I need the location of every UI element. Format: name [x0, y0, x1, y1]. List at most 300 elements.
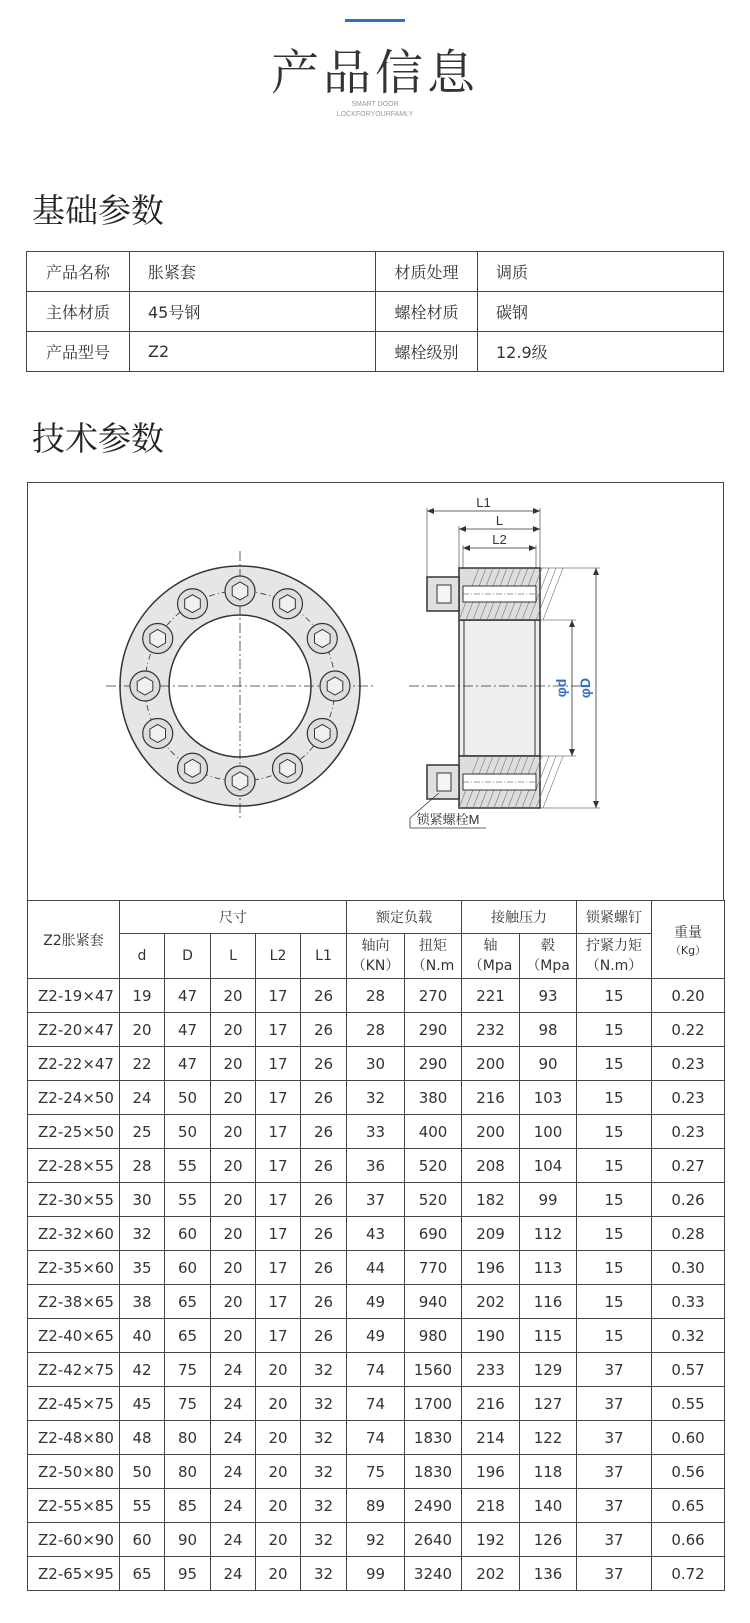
spec-value-cell: 20	[211, 1013, 256, 1047]
weight-header	[652, 901, 725, 979]
spec-value-cell: 26	[301, 1081, 347, 1115]
spec-value-cell: 30	[347, 1047, 405, 1081]
spec-value-cell: 0.23	[652, 1047, 725, 1081]
basic-label: 材质处理	[376, 252, 478, 292]
spec-value-cell: 3240	[405, 1557, 462, 1591]
spec-value-cell: 116	[520, 1285, 577, 1319]
spec-value-cell: 2640	[405, 1523, 462, 1557]
spec-value-cell: 192	[462, 1523, 520, 1557]
spec-value-cell: 15	[577, 1183, 652, 1217]
screw-group-header: 锁紧螺钉	[577, 901, 652, 934]
spec-value-cell: 0.27	[652, 1149, 725, 1183]
basic-row	[27, 332, 724, 372]
hub-unit: （Mpa	[526, 958, 570, 974]
spec-value-cell: 99	[347, 1557, 405, 1591]
spec-value-cell: 104	[520, 1149, 577, 1183]
spec-row	[28, 1251, 725, 1285]
spec-value-cell: 0.55	[652, 1387, 725, 1421]
basic-value: 碳钢	[478, 292, 724, 332]
spec-value-cell: 55	[165, 1183, 211, 1217]
spec-value-cell: 0.56	[652, 1455, 725, 1489]
spec-value-cell: 60	[120, 1523, 165, 1557]
spec-value-cell: 75	[165, 1387, 211, 1421]
bolt-hex-socket	[232, 772, 248, 790]
spec-value-cell: 28	[347, 979, 405, 1013]
spec-model-cell: Z2-48×80	[28, 1421, 120, 1455]
spec-value-cell: 47	[165, 1013, 211, 1047]
bolt-hex-socket	[315, 725, 331, 743]
torque-unit: （N.m	[411, 958, 455, 974]
weight-unit: （Kg）	[669, 943, 707, 957]
spec-value-cell: 60	[165, 1251, 211, 1285]
spec-value-cell: 28	[347, 1013, 405, 1047]
spec-row	[28, 1353, 725, 1387]
spec-row	[28, 1081, 725, 1115]
spec-value-cell: 26	[301, 1217, 347, 1251]
torque-label: 扭矩	[419, 938, 448, 954]
spec-value-cell: 20	[211, 1251, 256, 1285]
basic-params-table	[26, 251, 724, 372]
spec-value-cell: 50	[120, 1455, 165, 1489]
spec-value-cell: 24	[211, 1489, 256, 1523]
spec-value-cell: 26	[301, 1115, 347, 1149]
basic-label: 产品型号	[27, 332, 130, 372]
spec-value-cell: 2490	[405, 1489, 462, 1523]
spec-value-cell: 233	[462, 1353, 520, 1387]
spec-value-cell: 49	[347, 1319, 405, 1353]
dim-D-label: φD	[577, 677, 593, 699]
spec-value-cell: 17	[256, 1081, 301, 1115]
spec-value-cell: 40	[120, 1319, 165, 1353]
basic-label: 产品名称	[27, 252, 130, 292]
spec-value-cell: 690	[405, 1217, 462, 1251]
dim-L2-arrow-right	[529, 545, 536, 551]
bolt-hex-socket	[137, 677, 153, 695]
spec-value-cell: 32	[301, 1489, 347, 1523]
spec-value-cell: 196	[462, 1251, 520, 1285]
spec-value-cell: 32	[120, 1217, 165, 1251]
dim-L1-arrow-right	[533, 508, 540, 514]
spec-value-cell: 17	[256, 1285, 301, 1319]
spec-row	[28, 1557, 725, 1591]
spec-value-cell: 26	[301, 1319, 347, 1353]
spec-value-cell: 20	[211, 1183, 256, 1217]
dim-L-arrow-left	[459, 526, 466, 532]
spec-value-cell: 20	[211, 1217, 256, 1251]
spec-value-cell: 140	[520, 1489, 577, 1523]
spec-value-cell: 127	[520, 1387, 577, 1421]
spec-value-cell: 26	[301, 979, 347, 1013]
spec-value-cell: 32	[301, 1387, 347, 1421]
spec-value-cell: 129	[520, 1353, 577, 1387]
spec-model-cell: Z2-50×80	[28, 1455, 120, 1489]
spec-value-cell: 112	[520, 1217, 577, 1251]
spec-value-cell: 65	[120, 1557, 165, 1591]
spec-value-cell: 30	[120, 1183, 165, 1217]
spec-value-cell: 20	[211, 1115, 256, 1149]
spec-value-cell: 15	[577, 1251, 652, 1285]
spec-value-cell: 90	[520, 1047, 577, 1081]
header-accent-bar	[345, 19, 405, 22]
dim-d-arrow-top	[569, 620, 575, 627]
basic-value: 胀紧套	[130, 252, 376, 292]
spec-value-cell: 50	[165, 1081, 211, 1115]
spec-value-cell: 25	[120, 1115, 165, 1149]
spec-value-cell: 200	[462, 1047, 520, 1081]
dim-L-arrow-right	[533, 526, 540, 532]
spec-value-cell: 15	[577, 1285, 652, 1319]
spec-value-cell: 26	[301, 1013, 347, 1047]
spec-value-cell: 26	[301, 1183, 347, 1217]
spec-value-cell: 17	[256, 1251, 301, 1285]
side-bolt-socket	[437, 773, 451, 791]
tightening-unit: （N.m）	[585, 958, 643, 974]
spec-model-cell: Z2-32×60	[28, 1217, 120, 1251]
spec-value-cell: 15	[577, 1047, 652, 1081]
spec-value-cell: 209	[462, 1217, 520, 1251]
spec-value-cell: 20	[120, 1013, 165, 1047]
spec-value-cell: 190	[462, 1319, 520, 1353]
spec-value-cell: 26	[301, 1149, 347, 1183]
spec-value-cell: 38	[120, 1285, 165, 1319]
spec-value-cell: 0.72	[652, 1557, 725, 1591]
spec-value-cell: 15	[577, 979, 652, 1013]
spec-value-cell: 208	[462, 1149, 520, 1183]
spec-value-cell: 24	[211, 1421, 256, 1455]
dim-D-arrow-bottom	[593, 801, 599, 808]
spec-value-cell: 216	[462, 1081, 520, 1115]
spec-value-cell: 0.65	[652, 1489, 725, 1523]
spec-value-cell: 20	[256, 1387, 301, 1421]
spec-value-cell: 0.23	[652, 1081, 725, 1115]
spec-value-cell: 80	[165, 1421, 211, 1455]
col-header-axial	[347, 934, 405, 979]
spec-value-cell: 0.30	[652, 1251, 725, 1285]
spec-value-cell: 19	[120, 979, 165, 1013]
dim-L1-arrow-left	[427, 508, 434, 514]
page-subtitle-line2: LOCKFORYOURFAMLY	[336, 111, 414, 118]
basic-label: 主体材质	[27, 292, 130, 332]
spec-value-cell: 218	[462, 1489, 520, 1523]
spec-value-cell: 89	[347, 1489, 405, 1523]
spec-value-cell: 32	[347, 1081, 405, 1115]
spec-value-cell: 65	[165, 1319, 211, 1353]
spec-value-cell: 15	[577, 1115, 652, 1149]
spec-model-cell: Z2-38×65	[28, 1285, 120, 1319]
spec-value-cell: 43	[347, 1217, 405, 1251]
basic-value: 12.9级	[478, 332, 724, 372]
spec-value-cell: 270	[405, 979, 462, 1013]
spec-model-cell: Z2-65×95	[28, 1557, 120, 1591]
col-header-shaft	[462, 934, 520, 979]
spec-value-cell: 32	[301, 1523, 347, 1557]
col-header-torque	[405, 934, 462, 979]
spec-value-cell: 37	[577, 1421, 652, 1455]
spec-value-cell: 37	[577, 1523, 652, 1557]
spec-value-cell: 32	[301, 1353, 347, 1387]
spec-value-cell: 20	[256, 1455, 301, 1489]
dim-d-label: φd	[553, 678, 569, 698]
spec-value-cell: 24	[211, 1455, 256, 1489]
spec-value-cell: 214	[462, 1421, 520, 1455]
dim-L-label: L	[495, 513, 504, 528]
spec-value-cell: 37	[347, 1183, 405, 1217]
spec-corner-header: Z2胀紧套	[28, 901, 120, 979]
spec-model-cell: Z2-35×60	[28, 1251, 120, 1285]
col-header-L: L	[211, 934, 256, 979]
load-group-header: 额定负载	[347, 901, 462, 934]
spec-value-cell: 20	[256, 1523, 301, 1557]
spec-value-cell: 37	[577, 1387, 652, 1421]
spec-value-cell: 49	[347, 1285, 405, 1319]
axial-label: 轴向	[361, 938, 390, 954]
technical-drawing	[27, 482, 724, 900]
dim-L2-label: L2	[492, 532, 507, 547]
spec-value-cell: 232	[462, 1013, 520, 1047]
spec-value-cell: 55	[120, 1489, 165, 1523]
spec-value-cell: 32	[301, 1557, 347, 1591]
spec-value-cell: 74	[347, 1387, 405, 1421]
spec-row	[28, 1319, 725, 1353]
spec-row	[28, 1455, 725, 1489]
page-title: 产品信息	[270, 45, 479, 101]
spec-value-cell: 17	[256, 1115, 301, 1149]
spec-value-cell: 520	[405, 1183, 462, 1217]
spec-row	[28, 1387, 725, 1421]
col-header-L2: L2	[256, 934, 301, 979]
bolt-hex-socket	[150, 725, 166, 743]
spec-model-cell: Z2-40×65	[28, 1319, 120, 1353]
spec-value-cell: 80	[165, 1455, 211, 1489]
spec-value-cell: 24	[211, 1523, 256, 1557]
page-subtitle-line1: SMART DOOR	[351, 101, 399, 108]
spec-value-cell: 98	[520, 1013, 577, 1047]
spec-value-cell: 60	[165, 1217, 211, 1251]
spec-value-cell: 202	[462, 1285, 520, 1319]
expansion-sleeve-drawing	[28, 483, 725, 901]
hub-label: 毂	[541, 938, 556, 954]
spec-row	[28, 1013, 725, 1047]
spec-value-cell: 47	[165, 979, 211, 1013]
spec-value-cell: 32	[301, 1421, 347, 1455]
spec-value-cell: 85	[165, 1489, 211, 1523]
spec-value-cell: 24	[120, 1081, 165, 1115]
spec-value-cell: 20	[211, 1047, 256, 1081]
spec-value-cell: 136	[520, 1557, 577, 1591]
col-header-D: D	[165, 934, 211, 979]
spec-row	[28, 1217, 725, 1251]
spec-value-cell: 290	[405, 1047, 462, 1081]
spec-value-cell: 26	[301, 1251, 347, 1285]
bolt-label: 锁紧螺栓M	[416, 812, 480, 827]
spec-value-cell: 20	[256, 1421, 301, 1455]
spec-model-cell: Z2-28×55	[28, 1149, 120, 1183]
spec-value-cell: 1830	[405, 1421, 462, 1455]
spec-value-cell: 55	[165, 1149, 211, 1183]
spec-value-cell: 20	[211, 979, 256, 1013]
spec-value-cell: 74	[347, 1421, 405, 1455]
shaft-label: 轴	[483, 938, 498, 954]
spec-row	[28, 979, 725, 1013]
spec-value-cell: 202	[462, 1557, 520, 1591]
spec-value-cell: 115	[520, 1319, 577, 1353]
spec-value-cell: 75	[165, 1353, 211, 1387]
bolt-hex-socket	[185, 759, 201, 777]
spec-value-cell: 48	[120, 1421, 165, 1455]
spec-value-cell: 1700	[405, 1387, 462, 1421]
spec-value-cell: 74	[347, 1353, 405, 1387]
basic-label: 螺栓级别	[376, 332, 478, 372]
bolt-hex-socket	[315, 630, 331, 648]
spec-value-cell: 122	[520, 1421, 577, 1455]
col-header-L1: L1	[301, 934, 347, 979]
spec-value-cell: 0.26	[652, 1183, 725, 1217]
spec-value-cell: 42	[120, 1353, 165, 1387]
spec-value-cell: 95	[165, 1557, 211, 1591]
spec-value-cell: 17	[256, 1047, 301, 1081]
bolt-hex-socket	[327, 677, 343, 695]
spec-value-cell: 92	[347, 1523, 405, 1557]
spec-value-cell: 0.32	[652, 1319, 725, 1353]
spec-value-cell: 0.60	[652, 1421, 725, 1455]
col-header-hub	[520, 934, 577, 979]
spec-row	[28, 1047, 725, 1081]
spec-value-cell: 770	[405, 1251, 462, 1285]
spec-value-cell: 26	[301, 1047, 347, 1081]
spec-value-cell: 216	[462, 1387, 520, 1421]
spec-model-cell: Z2-55×85	[28, 1489, 120, 1523]
sleeve-body	[459, 620, 540, 756]
spec-row	[28, 1489, 725, 1523]
spec-model-cell: Z2-25×50	[28, 1115, 120, 1149]
spec-value-cell: 15	[577, 1013, 652, 1047]
spec-model-cell: Z2-45×75	[28, 1387, 120, 1421]
spec-value-cell: 24	[211, 1557, 256, 1591]
basic-value: 调质	[478, 252, 724, 292]
spec-value-cell: 20	[211, 1149, 256, 1183]
spec-value-cell: 65	[165, 1285, 211, 1319]
spec-value-cell: 126	[520, 1523, 577, 1557]
spec-value-cell: 33	[347, 1115, 405, 1149]
bolt-hex-socket	[280, 759, 296, 777]
dim-L1-label: L1	[476, 495, 491, 510]
dim-D-arrow-top	[593, 568, 599, 575]
dim-L2-arrow-left	[463, 545, 470, 551]
spec-value-cell: 90	[165, 1523, 211, 1557]
bolt-hex-socket	[232, 582, 248, 600]
spec-value-cell: 44	[347, 1251, 405, 1285]
spec-value-cell: 0.33	[652, 1285, 725, 1319]
spec-value-cell: 15	[577, 1081, 652, 1115]
spec-value-cell: 20	[211, 1285, 256, 1319]
spec-value-cell: 100	[520, 1115, 577, 1149]
spec-model-cell: Z2-20×47	[28, 1013, 120, 1047]
basic-value: 45号钢	[130, 292, 376, 332]
spec-model-cell: Z2-19×47	[28, 979, 120, 1013]
spec-table	[27, 900, 725, 1591]
weight-title: 重量	[674, 924, 703, 941]
spec-value-cell: 36	[347, 1149, 405, 1183]
spec-row	[28, 1183, 725, 1217]
spec-value-cell: 24	[211, 1353, 256, 1387]
bolt-hex-socket	[150, 630, 166, 648]
spec-value-cell: 103	[520, 1081, 577, 1115]
spec-value-cell: 28	[120, 1149, 165, 1183]
spec-row	[28, 1421, 725, 1455]
spec-model-cell: Z2-60×90	[28, 1523, 120, 1557]
col-header-tightening	[577, 934, 652, 979]
spec-value-cell: 17	[256, 1183, 301, 1217]
side-bolt-socket	[437, 585, 451, 603]
spec-value-cell: 118	[520, 1455, 577, 1489]
tightening-label: 拧紧力矩	[586, 938, 643, 954]
spec-row	[28, 1149, 725, 1183]
col-header-d: d	[120, 934, 165, 979]
axial-unit: （KN）	[351, 958, 400, 974]
spec-value-cell: 20	[256, 1353, 301, 1387]
spec-model-cell: Z2-22×47	[28, 1047, 120, 1081]
spec-value-cell: 37	[577, 1557, 652, 1591]
spec-value-cell: 37	[577, 1455, 652, 1489]
shaft-unit: （Mpa	[468, 958, 513, 974]
bolt-hex-socket	[185, 595, 201, 613]
spec-value-cell: 17	[256, 1013, 301, 1047]
spec-value-cell: 26	[301, 1285, 347, 1319]
spec-value-cell: 0.28	[652, 1217, 725, 1251]
spec-value-cell: 20	[211, 1319, 256, 1353]
spec-value-cell: 35	[120, 1251, 165, 1285]
spec-value-cell: 93	[520, 979, 577, 1013]
spec-value-cell: 17	[256, 979, 301, 1013]
spec-value-cell: 221	[462, 979, 520, 1013]
spec-value-cell: 15	[577, 1149, 652, 1183]
spec-value-cell: 200	[462, 1115, 520, 1149]
spec-value-cell: 0.22	[652, 1013, 725, 1047]
pressure-group-header: 接触压力	[462, 901, 577, 934]
spec-value-cell: 0.57	[652, 1353, 725, 1387]
basic-label: 螺栓材质	[376, 292, 478, 332]
spec-value-cell: 32	[301, 1455, 347, 1489]
spec-value-cell: 99	[520, 1183, 577, 1217]
spec-model-cell: Z2-42×75	[28, 1353, 120, 1387]
spec-row	[28, 1285, 725, 1319]
spec-value-cell: 37	[577, 1489, 652, 1523]
spec-value-cell: 20	[256, 1489, 301, 1523]
spec-value-cell: 182	[462, 1183, 520, 1217]
spec-value-cell: 0.66	[652, 1523, 725, 1557]
spec-value-cell: 45	[120, 1387, 165, 1421]
basic-value: Z2	[130, 332, 376, 372]
spec-value-cell: 22	[120, 1047, 165, 1081]
spec-value-cell: 17	[256, 1319, 301, 1353]
spec-value-cell: 196	[462, 1455, 520, 1489]
spec-value-cell: 0.23	[652, 1115, 725, 1149]
spec-value-cell: 290	[405, 1013, 462, 1047]
spec-value-cell: 380	[405, 1081, 462, 1115]
spec-value-cell: 15	[577, 1217, 652, 1251]
tech-params-heading: 技术参数	[32, 419, 164, 458]
dim-d-arrow-bottom	[569, 749, 575, 756]
spec-row	[28, 1523, 725, 1557]
basic-row	[27, 292, 724, 332]
spec-value-cell: 20	[256, 1557, 301, 1591]
spec-value-cell: 940	[405, 1285, 462, 1319]
spec-value-cell: 24	[211, 1387, 256, 1421]
size-group-header: 尺寸	[120, 901, 347, 934]
spec-value-cell: 75	[347, 1455, 405, 1489]
spec-value-cell: 980	[405, 1319, 462, 1353]
basic-params-heading: 基础参数	[32, 191, 164, 230]
